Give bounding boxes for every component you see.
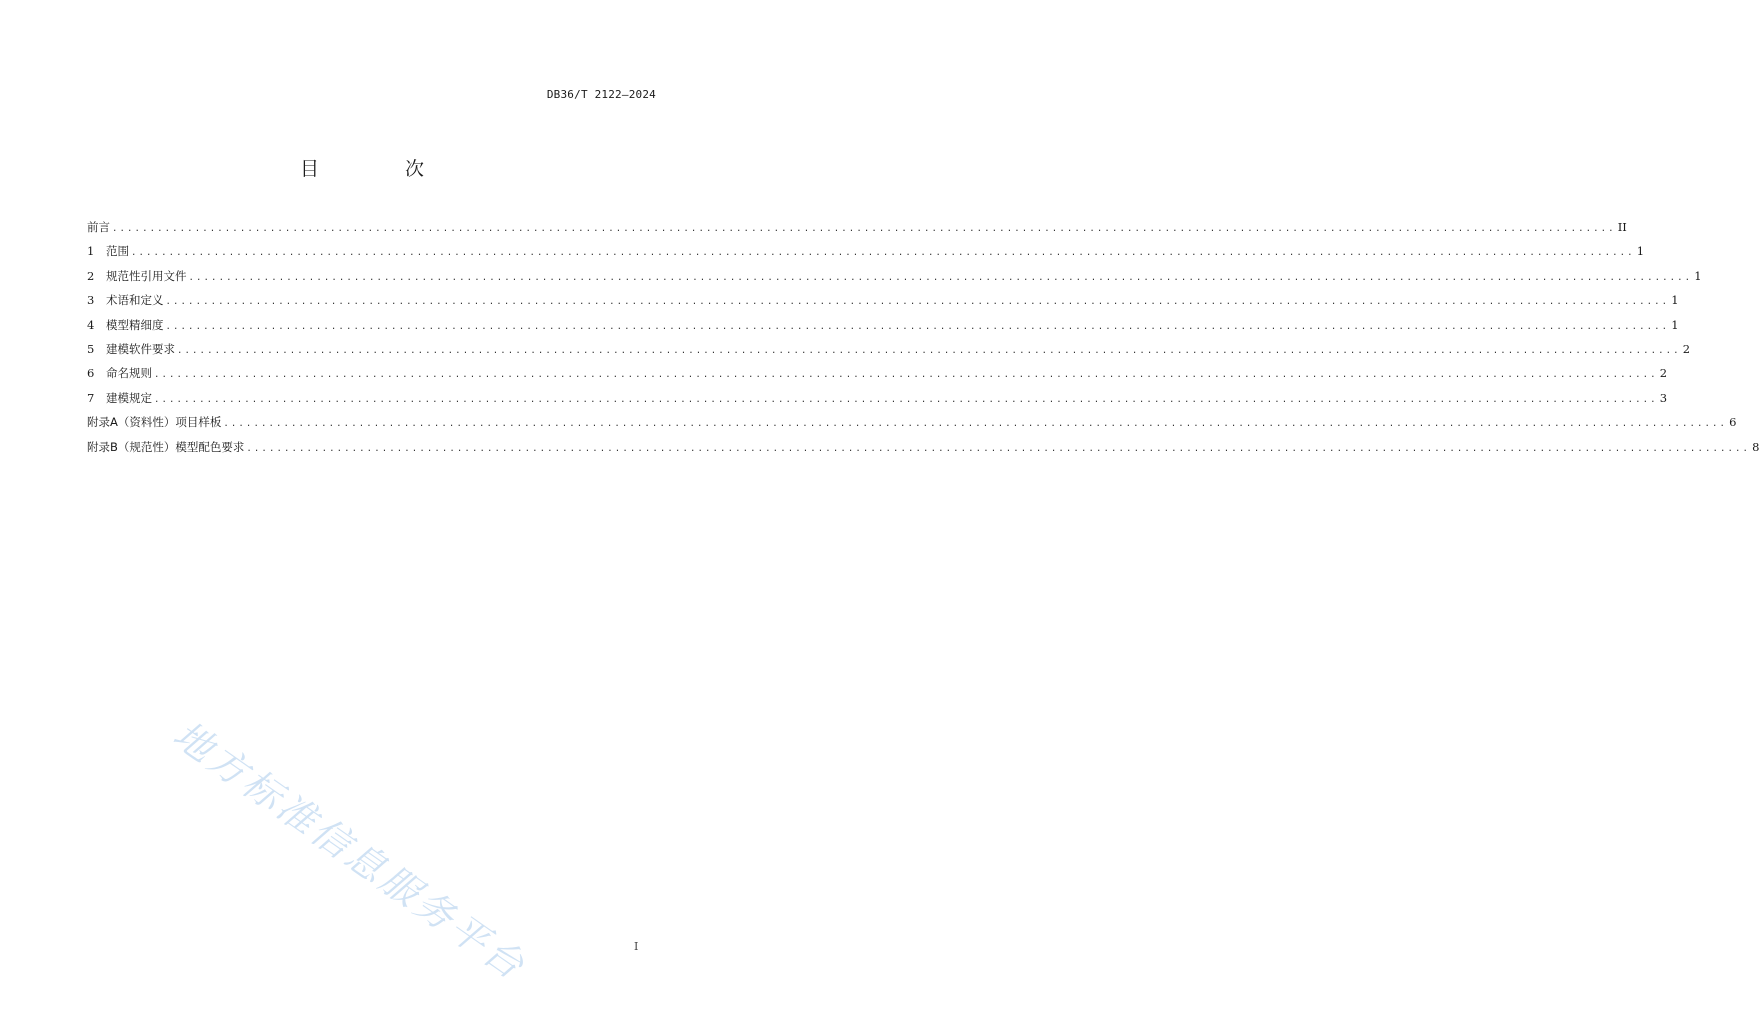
- toc-entry-number: 3: [87, 293, 95, 308]
- toc-entry[interactable]: [87, 365, 1668, 389]
- toc-dot-leader: ........................................................................................................................................................................................................: [165, 297, 1670, 308]
- toc-entry-title: 建模软件要求: [106, 341, 175, 356]
- toc-dot-leader: ........................................................................................................................................................................................................: [154, 394, 1658, 405]
- toc-title: 目 次: [299, 158, 465, 180]
- toc-entry-title: 术语和定义: [106, 293, 164, 308]
- document-code: DB36/T 2122—2024: [546, 88, 656, 101]
- toc-entry[interactable]: [87, 439, 1759, 463]
- toc-entry-page: 3: [1659, 390, 1668, 405]
- toc-entry-title: 附录A（资料性）项目样板: [87, 415, 222, 430]
- toc-entry[interactable]: [87, 341, 1691, 365]
- toc-entry-title: 前言: [87, 220, 110, 234]
- toc-entry-title: 命名规则: [106, 366, 152, 381]
- toc-entry-number: 4: [87, 317, 95, 332]
- toc-dot-leader: ........................................................................................................................................................................................................: [188, 272, 1693, 283]
- toc-entry-page: 1: [1671, 317, 1679, 332]
- toc-entry-number: 7: [87, 390, 95, 405]
- toc-entry[interactable]: [87, 268, 1702, 292]
- table-of-contents: [87, 219, 1759, 463]
- toc-entry-page: 8: [1752, 439, 1759, 454]
- toc-entry-page: 1: [1636, 244, 1645, 259]
- toc-entry-page: 1: [1694, 268, 1702, 283]
- toc-entry-number: 5: [87, 341, 95, 356]
- toc-dot-leader: ........................................................................................................................................................................................................: [131, 248, 1635, 259]
- toc-entry-number: 2: [87, 268, 95, 283]
- page-number: I: [634, 940, 639, 953]
- toc-dot-leader: ........................................................................................................................................................................................................: [177, 345, 1681, 356]
- toc-entry-number: 6: [87, 366, 95, 381]
- toc-entry-title: 建模规定: [106, 390, 152, 405]
- toc-entry[interactable]: [87, 243, 1645, 267]
- toc-entry[interactable]: [87, 292, 1679, 316]
- toc-entry-page: 2: [1659, 366, 1668, 381]
- toc-entry[interactable]: [87, 390, 1668, 414]
- toc-dot-leader: ........................................................................................................................................................................................................: [165, 321, 1670, 332]
- toc-entry-title: 范围: [106, 244, 129, 259]
- toc-entry[interactable]: [87, 219, 1627, 243]
- watermark: 地方标准信息服务平台: [165, 712, 535, 990]
- toc-entry-page: 1: [1671, 293, 1679, 308]
- toc-entry-number: 1: [87, 244, 95, 259]
- toc-entry[interactable]: [87, 414, 1737, 438]
- toc-entry[interactable]: [87, 317, 1679, 341]
- toc-dot-leader: ........................................................................................................................................................................................................: [223, 419, 1728, 430]
- toc-dot-leader: ........................................................................................................................................................................................................: [154, 370, 1658, 381]
- toc-entry-title: 附录B（规范性）模型配色要求: [87, 439, 245, 454]
- toc-entry-title: 规范性引用文件: [106, 268, 187, 283]
- toc-dot-leader: ........................................................................................................................................................................................................: [112, 224, 1616, 234]
- toc-entry-page: 2: [1682, 341, 1691, 356]
- toc-entry-page: II: [1617, 220, 1627, 234]
- toc-entry-page: 6: [1729, 415, 1737, 430]
- toc-dot-leader: ........................................................................................................................................................................................................: [246, 443, 1751, 454]
- toc-entry-title: 模型精细度: [106, 317, 164, 332]
